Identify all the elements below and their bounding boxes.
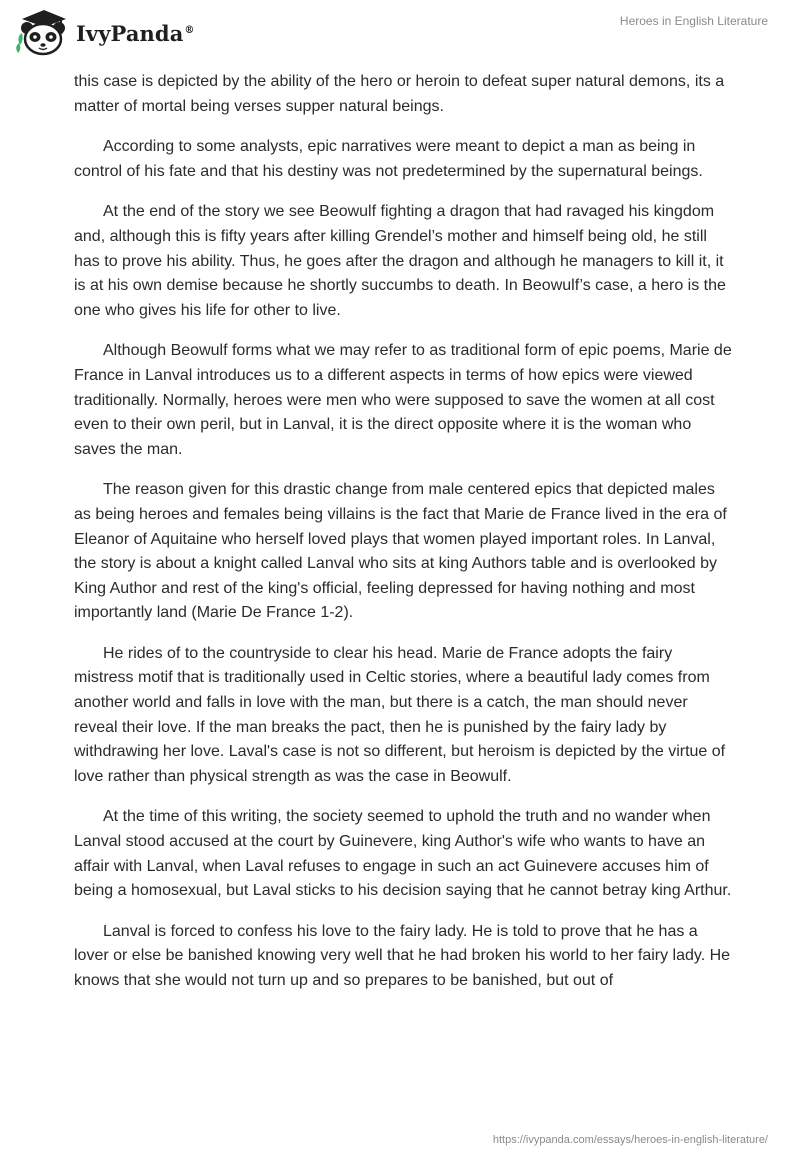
- source-url[interactable]: https://ivypanda.com/essays/heroes-in-english-literature/: [492, 1134, 768, 1146]
- panda-graduate-icon: [14, 7, 70, 57]
- registered-mark: ®: [184, 24, 195, 36]
- paragraph: this case is depicted by the ability of the hero or heroin to defeat super natural demons, its a matter of mortal being verses supper natural beings.: [74, 73, 725, 115]
- document-title: Heroes in English Literature: [619, 14, 768, 28]
- paragraph: At the end of the story we see Beowulf fighting a dragon that had ravaged his kingdom and, although this is fifty years after killing Grendel’s mother and himself being old, he still has to prove his ability. Thus, he goes after the dragon and although he managers to kill it, it is at his own demise because he shortly succumbs to death. In Beowulf’s case, a hero is the one who gives his life for other to live.: [74, 203, 726, 319]
- page-header: [0, 0, 800, 66]
- essay-body: [74, 70, 732, 1010]
- brand-name: IvyPanda®: [76, 20, 195, 46]
- paragraph: At the time of this writing, the society seemed to uphold the truth and no wander when Lanval stood accused at the court by Guinevere, king Author's wife who wants to have an affair with Lanval, when Laval refuses to engage in such an act Guinevere accuses him of being a homosexual, but Laval sticks to his decision saying that he cannot betray king Arthur.: [74, 808, 732, 900]
- paragraph: Lanval is forced to confess his love to the fairy lady. He is told to prove that he has a lover or else be banished knowing very well that he had broken his world to her fairy lady. He knows that she would not turn up and so prepares to be banished, but out of: [74, 922, 731, 989]
- paragraph: The reason given for this drastic change from male centered epics that depicted males as being heroes and females being villains is the fact that Marie de France lived in the era of Eleanor of Aquitaine who herself loved plays that women played important roles. In Lanval, the story is about a knight called Lanval who sits at king Authors table and is overlooked by King Author and rest of the king's official, feeling depressed for having nothing and most importantly land (Marie De France 1-2).: [74, 481, 727, 622]
- ivypanda-logo[interactable]: [14, 6, 195, 58]
- paragraph: He rides of to the countryside to clear his head. Marie de France adopts the fairy mistress motif that is traditionally used in Celtic stories, where a beautiful lady comes from another world and falls in love with the man, but there is a catch, the man should never reveal their love. If the man breaks the pact, then he is punished by the fairy lady by withdrawing her love. Laval's case is not so different, but heroism is depicted by the virtue of love rather than physical strength as was the case in Beowulf.: [74, 644, 726, 785]
- paragraph: According to some analysts, epic narratives were meant to depict a man as being in control of his fate and that his destiny was not predetermined by the supernatural beings.: [74, 138, 703, 180]
- paragraph: Although Beowulf forms what we may refer to as traditional form of epic poems, Marie de France in Lanval introduces us to a different aspects in terms of how epics were viewed traditionally. Normally, heroes were men who were supposed to save the women at all cost even to their own peril, but in Lanval, it is the direct opposite where it is the woman who saves the man.: [74, 342, 732, 458]
